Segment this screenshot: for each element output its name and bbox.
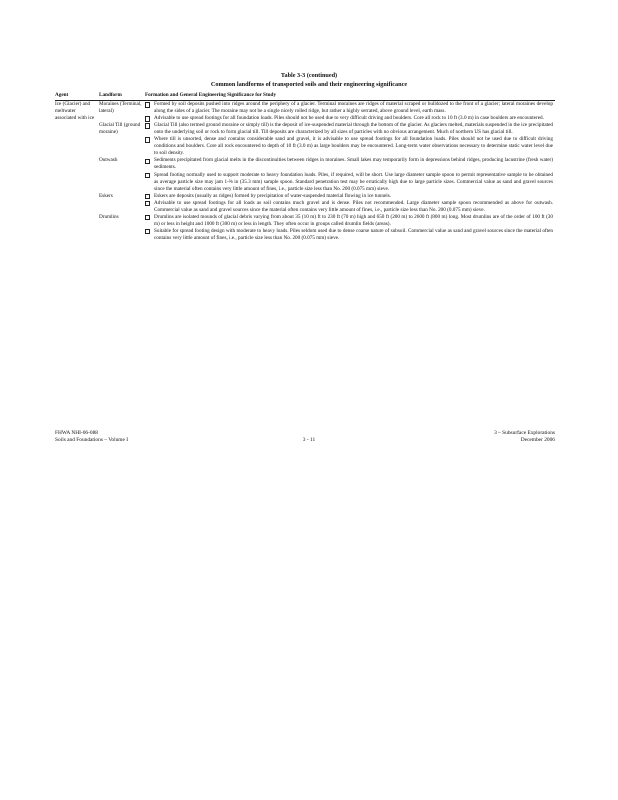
item-text: Drumlins are isolated mounds of glacial debris varying from about 35 (10 m) ft to 230 ft (70 m) high and 650 ft (200 m) to 2600 ft (800 m) long. Most drumlins are of the order of 100 ft (30 m) or less in height and 1000 ft (300 m) or less in length. They often occur in groups called drumlin fields (areas). [154, 213, 553, 227]
description-list [145, 122, 553, 157]
table-row [55, 122, 555, 157]
checkbox-bullet-icon [145, 102, 150, 107]
description-cell [145, 101, 555, 123]
footer-doc-title: Soils and Foundations – Volume I [55, 437, 129, 443]
table-body [55, 101, 555, 242]
description-cell [145, 193, 555, 214]
table-row [55, 101, 555, 123]
description-cell [145, 122, 555, 157]
list-item [145, 157, 553, 171]
landform-cell: Eskers [99, 192, 113, 199]
item-text: Where till is unsorted, dense and contains considerable sand and gravel, it is advisable to use spread footings for all foundation loads. Piles should not be used due to difficult driving conditions and boulders. Core all rock encountered to depth of 10 ft (3.0 m) as large boulders may be encountered. Long-term water observations necessary to determine static water level due to soil density. [154, 136, 553, 157]
description-list [145, 193, 553, 214]
table-header-row [55, 92, 555, 101]
page-number: 3 - 11 [302, 437, 316, 443]
list-item [145, 193, 553, 200]
table-row [55, 157, 555, 192]
checkbox-bullet-icon [145, 116, 150, 121]
footer-doc-number: FHWA NHI-06-088 [55, 430, 98, 436]
footer-chapter: 3 – Subsurface Explorations [494, 430, 555, 436]
checkbox-bullet-icon [145, 123, 150, 128]
table-row [55, 214, 555, 242]
item-text: Sediments precipitated from glacial melts in the discontinuities between ridges in moraines. Small lakes may temporarily form in depressions behind ridges, producing lacustrine (fresh water) sediments. [154, 157, 553, 171]
description-list [145, 214, 553, 242]
item-text: Glacial Till (also termed ground moraine or simply till) is the deposit of ice-suspended material through the bottom of the glacier. As glaciers melted, materials suspended in the ice precipitated onto the underlying soil or rock to form glacial till. Till deposits are characterized by all sizes of particles with no obvious arrangement. Much of northern US has glacial till. [154, 122, 553, 136]
item-text: Formed by soil deposits pushed into ridges around the periphery of a glacier. Terminal moraines are ridges of material scraped or bulldozed to the front of a glacier; lateral moraines develop along the sides of a glacier. The moraine may not be a single nicely rolled ridge, but rather a highly serrated, above ground level, earth mass. [154, 101, 553, 115]
item-text: Spread footing normally used to support moderate to heavy foundation loads. Piles, if required, will be short. Use large diameter sample spoon to permit representative sample to be obtained as average particle size may jam 1-⅜ in (35.3 mm) sample spoon. Standard penetration test may be erratically high due to large particle sizes. Commercial value as sand and gravel sources since the material often contains very little amount of fines, i.e., particle size less than No. 200 (0.075 mm) sieve. [154, 171, 553, 192]
checkbox-bullet-icon [145, 173, 150, 178]
description-cell [145, 214, 555, 242]
landform-cell: Outwash [99, 157, 118, 164]
checkbox-bullet-icon [145, 215, 150, 220]
checkbox-bullet-icon [145, 159, 150, 164]
checkbox-bullet-icon [145, 137, 150, 142]
footer-right [494, 430, 555, 444]
column-header-landform: Landform [99, 92, 145, 101]
checkbox-bullet-icon [145, 201, 150, 206]
description-cell [145, 157, 555, 192]
checkbox-bullet-icon [145, 194, 150, 199]
description-list [145, 157, 553, 192]
list-item [145, 172, 553, 193]
agent-cell: Ice (Glacier) and meltwater associated with ice [55, 101, 95, 122]
item-text: Advisable to use spread footings for all loads as soil contains much gravel and is dense. Piles not recommended. Large diameter sample spoon recommended as above for outwash. Commercial value as sand and gravel sources since the material often contains very little amount of fines, i.e., particle size less than No. 200 (0.075 mm) sieve. [154, 199, 553, 213]
table-row [55, 193, 555, 214]
landform-cell: Moraines (Terminal, lateral) [99, 101, 142, 115]
item-text: Suitable for spread footing design with moderate to heavy loads. Piles seldom used due to dense coarse nature of subsoil. Commercial value as sand and gravel sources since the material often contains very little amount of fines, i.e., particle size less than No. 200 (0.075 mm) sieve. [154, 227, 553, 241]
table-title: Table 3-3 (continued) [280, 72, 338, 79]
landform-cell: Glacial Till (ground moraine) [99, 122, 141, 136]
list-item [145, 101, 553, 115]
list-item [145, 136, 553, 157]
list-item [145, 228, 553, 242]
landforms-table [55, 92, 555, 242]
column-header-formation: Formation and General Engineering Significance for Study [145, 92, 555, 101]
checkbox-bullet-icon [145, 229, 150, 234]
item-text: Eskers are deposits (usually as ridges) formed by precipitation of water-suspended material flowing in ice tunnels. [154, 192, 392, 199]
description-list [145, 101, 553, 122]
table-subtitle: Common landforms of transported soils and their engineering significance [210, 81, 408, 88]
list-item [145, 214, 553, 228]
item-text: Advisable to use spread footings for all foundation loads. Piles should not be used due to very difficult driving and boulders. Core all rock to 10 ft (3.0 m) in case boulders are encountered. [154, 115, 544, 122]
landform-cell: Drumlins [99, 213, 119, 220]
footer-date: December 2006 [520, 437, 555, 443]
list-item [145, 122, 553, 136]
column-header-agent: Agent [55, 92, 99, 101]
list-item [145, 200, 553, 214]
